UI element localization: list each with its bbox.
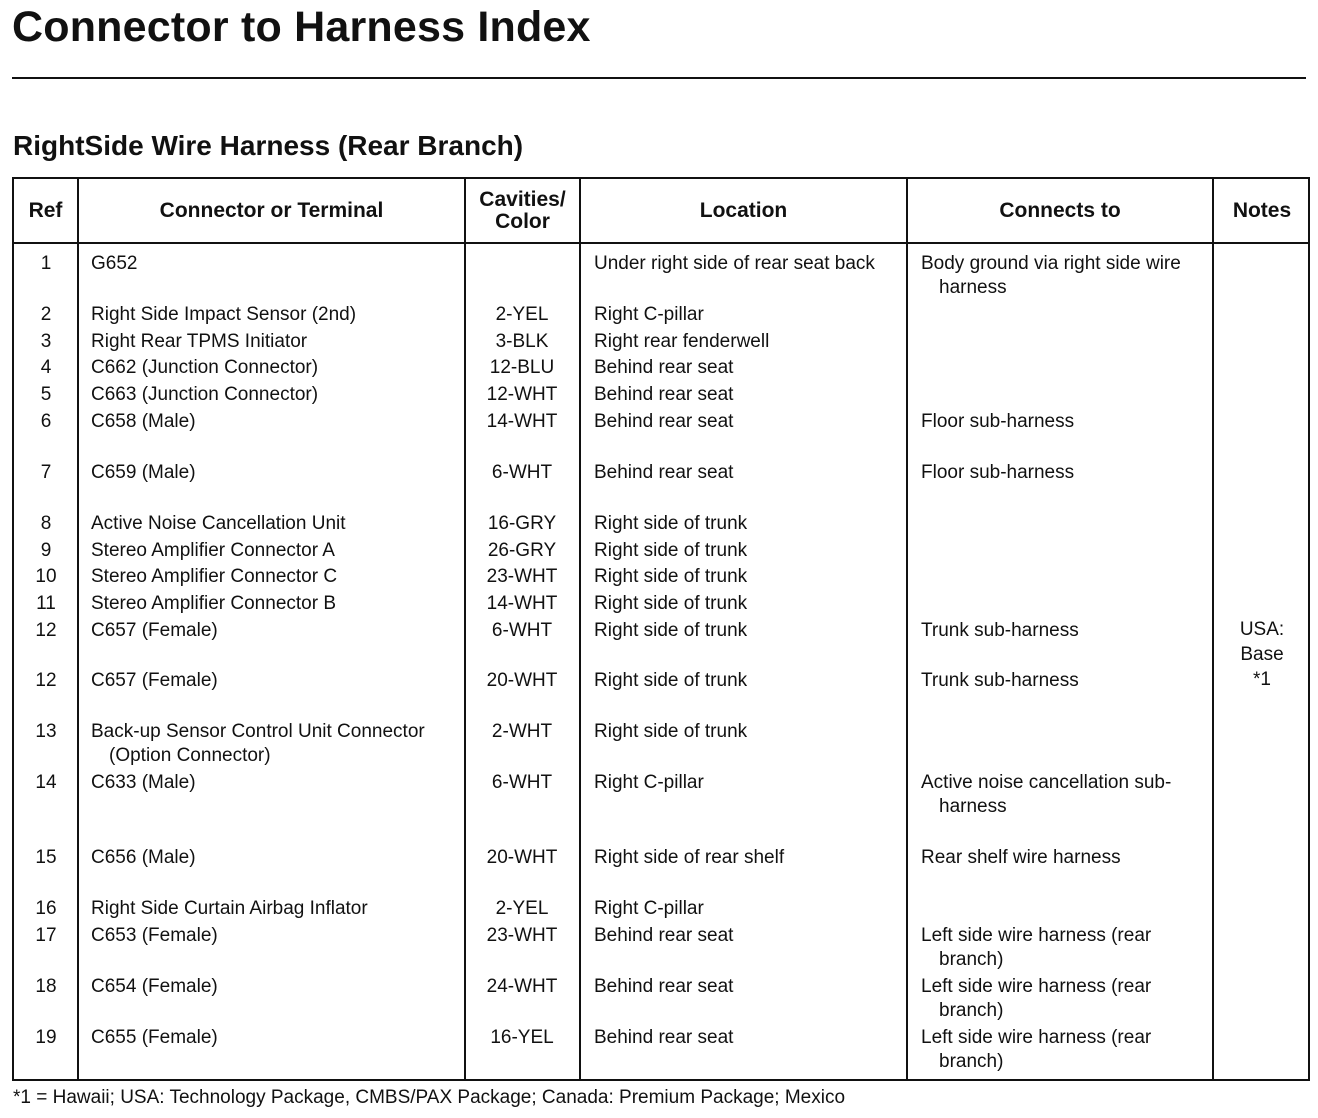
row-location: Behind rear seat: [594, 462, 734, 483]
row-location: Under right side of rear seat back: [594, 253, 875, 274]
section-title: RightSide Wire Harness (Rear Branch): [13, 130, 524, 161]
row-location: Right side of trunk: [594, 566, 748, 587]
row-location: Right side of trunk: [594, 670, 748, 691]
row-ref: 16: [35, 898, 57, 919]
notes-line: *1: [1253, 669, 1271, 690]
row-cavities: 23-WHT: [486, 566, 558, 587]
row-ref: 4: [40, 357, 52, 378]
row-cavities: 3-BLK: [495, 331, 549, 352]
row-connector: Right Side Curtain Airbag Inflator: [91, 898, 368, 919]
row-cavities: 6-WHT: [491, 772, 553, 793]
row-cavities: 24-WHT: [486, 976, 558, 997]
page-title: Connector to Harness Index: [12, 3, 591, 51]
row-cavities: 12-WHT: [486, 384, 558, 405]
row-connector: Active Noise Cancellation Unit: [91, 513, 346, 534]
row-ref: 2: [40, 304, 52, 325]
notes-line: Base: [1240, 644, 1284, 665]
row-location: Behind rear seat: [594, 1027, 734, 1048]
row-connects-to: Body ground via right side wire harness: [921, 253, 1181, 298]
row-location: Right side of rear shelf: [594, 847, 785, 868]
header-notes: Notes: [1232, 198, 1292, 222]
row-location: Right side of trunk: [594, 593, 748, 614]
row-connector: C658 (Male): [91, 411, 196, 432]
row-location: Right side of trunk: [594, 513, 748, 534]
row-location: Right side of trunk: [594, 620, 748, 641]
row-location: Behind rear seat: [594, 925, 734, 946]
row-ref: 7: [40, 462, 52, 483]
row-connects-to: Trunk sub-harness: [921, 670, 1079, 691]
row-connector: Back-up Sensor Control Unit Connector (Option Connector): [91, 721, 425, 766]
column-divider: [579, 179, 581, 1079]
row-connector: C633 (Male): [91, 772, 196, 793]
row-connects-to: Left side wire harness (rear branch): [921, 1027, 1152, 1072]
row-cavities: 2-WHT: [491, 721, 553, 742]
row-ref: 12: [35, 620, 57, 641]
row-ref: 11: [36, 593, 56, 614]
row-ref: 1: [40, 253, 52, 274]
notes-cell: [1214, 617, 1310, 692]
harness-table: [12, 177, 1310, 1081]
row-location: Right C-pillar: [594, 898, 704, 919]
row-cavities: 20-WHT: [486, 670, 558, 691]
row-connector: C657 (Female): [91, 670, 218, 691]
row-ref: 15: [35, 847, 57, 868]
header-connects-to: Connects to: [999, 198, 1121, 222]
header-ref: Ref: [28, 198, 63, 222]
row-ref: 6: [40, 411, 52, 432]
row-connector: Right Side Impact Sensor (2nd): [91, 304, 357, 325]
row-cavities: 26-GRY: [487, 540, 557, 561]
row-connects-to: Trunk sub-harness: [921, 620, 1079, 641]
row-location: Behind rear seat: [594, 411, 734, 432]
row-connects-to: Rear shelf wire harness: [921, 847, 1121, 868]
row-ref: 17: [35, 925, 57, 946]
row-connector: Stereo Amplifier Connector A: [91, 540, 335, 561]
row-location: Behind rear seat: [594, 384, 734, 405]
row-ref: 18: [35, 976, 57, 997]
notes-line: USA:: [1239, 619, 1285, 640]
row-location: Right rear fenderwell: [594, 331, 770, 352]
column-divider: [906, 179, 908, 1079]
row-cavities: 12-BLU: [489, 357, 555, 378]
row-location: Right side of trunk: [594, 721, 748, 742]
row-connector: C655 (Female): [91, 1027, 218, 1048]
header-divider: [14, 242, 1308, 244]
row-location: Right side of trunk: [594, 540, 748, 561]
row-cavities: 23-WHT: [486, 925, 558, 946]
row-cavities: 20-WHT: [486, 847, 558, 868]
row-connector: Right Rear TPMS Initiator: [91, 331, 308, 352]
row-connector: C653 (Female): [91, 925, 218, 946]
row-connector: Stereo Amplifier Connector C: [91, 566, 338, 587]
header-location: Location: [699, 198, 788, 222]
row-location: Behind rear seat: [594, 357, 734, 378]
row-connector: C663 (Junction Connector): [91, 384, 319, 405]
row-connector: C656 (Male): [91, 847, 196, 868]
row-ref: 13: [35, 721, 57, 742]
row-ref: 12: [35, 670, 57, 691]
row-cavities: 16-GRY: [487, 513, 557, 534]
row-connector: C662 (Junction Connector): [91, 357, 319, 378]
row-connects-to: Active noise cancellation sub-harness: [921, 772, 1172, 817]
row-ref: 8: [40, 513, 52, 534]
row-cavities: 14-WHT: [486, 593, 558, 614]
header-connector: Connector or Terminal: [159, 198, 384, 222]
header-cavities-line1: Cavities/: [479, 187, 566, 211]
row-connects-to: Left side wire harness (rear branch): [921, 925, 1152, 970]
header-cavities: [466, 179, 579, 242]
row-cavities: 14-WHT: [486, 411, 558, 432]
row-connector: G652: [91, 253, 138, 274]
header-cavities-line2: Color: [495, 209, 550, 233]
row-connector: C659 (Male): [91, 462, 196, 483]
row-connector: C657 (Female): [91, 620, 218, 641]
row-cavities: 6-WHT: [491, 620, 553, 641]
footnote: *1 = Hawaii; USA: Technology Package, CMBS/PAX Package; Canada: Premium Package; Mexico: [13, 1087, 846, 1108]
row-connector: Stereo Amplifier Connector B: [91, 593, 337, 614]
row-connector: C654 (Female): [91, 976, 218, 997]
title-divider: [12, 77, 1306, 79]
row-ref: 5: [40, 384, 52, 405]
row-cavities: 6-WHT: [491, 462, 553, 483]
row-cavities: 16-YEL: [490, 1027, 554, 1048]
row-connects-to: Floor sub-harness: [921, 411, 1075, 432]
row-location: Behind rear seat: [594, 976, 734, 997]
row-cavities: 2-YEL: [495, 304, 549, 325]
row-ref: 9: [40, 540, 52, 561]
row-connects-to: Floor sub-harness: [921, 462, 1075, 483]
row-ref: 14: [35, 772, 57, 793]
row-connects-to: Left side wire harness (rear branch): [921, 976, 1152, 1021]
row-cavities: 2-YEL: [495, 898, 549, 919]
row-ref: 10: [35, 566, 57, 587]
row-ref: 19: [35, 1027, 57, 1048]
row-location: Right C-pillar: [594, 304, 704, 325]
row-location: Right C-pillar: [594, 772, 704, 793]
row-ref: 3: [40, 331, 52, 352]
